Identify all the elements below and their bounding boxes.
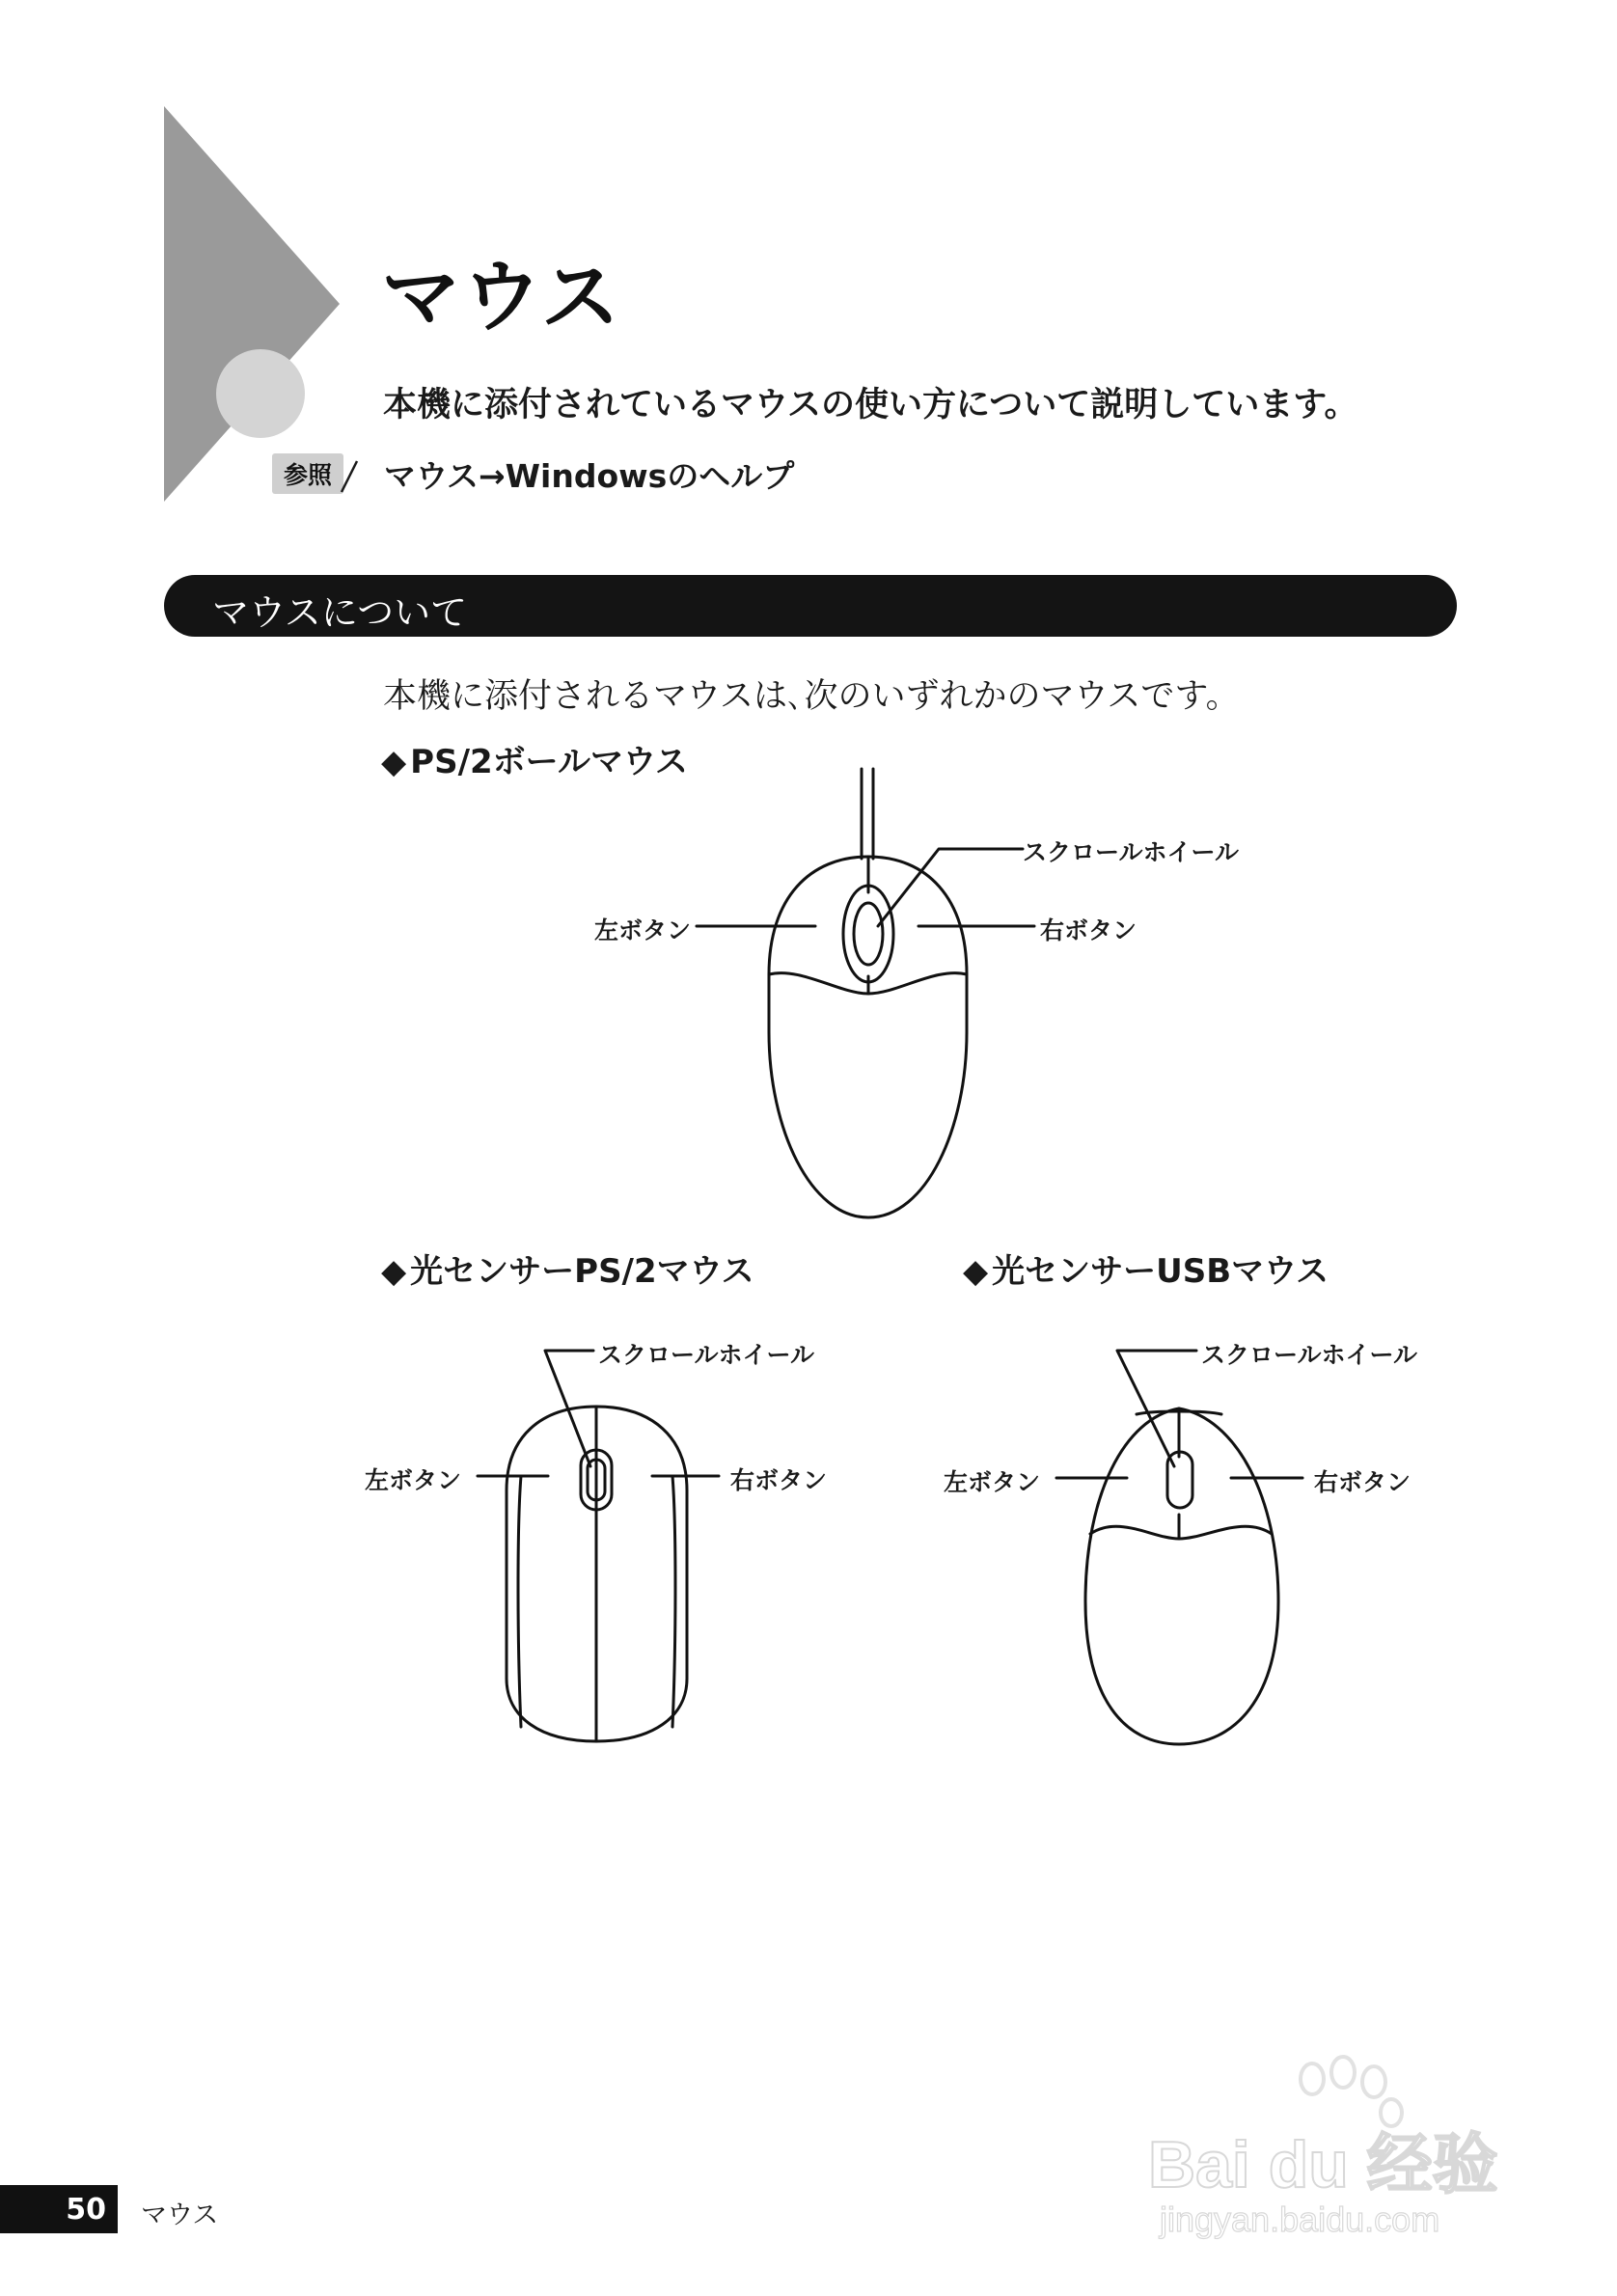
optical-usb-left-button-label: 左ボタン (944, 1468, 1041, 1496)
ps2-ball-wheel-label: スクロールホイール (1023, 838, 1240, 866)
ps2-ball-left-button-label: 左ボタン (594, 916, 692, 944)
optical-usb-mouse-drawing (1056, 1351, 1302, 1744)
section-title: マウスについて (212, 591, 468, 634)
watermark-brand: Bai du 经验 (1148, 2128, 1498, 2201)
mouse-heading-label: 光センサーPS/2マウス (410, 1252, 754, 1291)
diamond-bullet-icon: ◆ (381, 1252, 407, 1291)
section-intro-text: 本機に添付されるマウスは､次のいずれかのマウスです。 (383, 677, 1240, 716)
diamond-bullet-icon: ◆ (381, 743, 407, 781)
optical-usb-right-button-label: 右ボタン (1314, 1468, 1411, 1496)
ps2-ball-mouse-drawing (697, 769, 1034, 1217)
optical-ps2-left-button-label: 左ボタン (365, 1466, 462, 1494)
optical-ps2-mouse-drawing (478, 1351, 719, 1741)
page-number: 50 (0, 2185, 118, 2233)
mouse-heading-label: 光センサーUSBマウス (992, 1252, 1329, 1291)
optical-usb-wheel-label: スクロールホイール (1201, 1341, 1418, 1369)
reference-badge: 参照 (272, 453, 343, 494)
watermark-url: jingyan.baidu.com (1160, 2200, 1440, 2239)
optical-ps2-right-button-label: 右ボタン (730, 1466, 828, 1494)
footer-label: マウス (141, 2200, 219, 2230)
page-title: マウス (381, 252, 622, 343)
optical-ps2-wheel-label: スクロールホイール (598, 1341, 815, 1369)
page-subtitle: 本機に添付されているマウスの使い方について説明しています。 (383, 386, 1358, 424)
diamond-bullet-icon: ◆ (963, 1252, 989, 1291)
reference-link[interactable]: マウス→Windowsのヘルプ (384, 457, 795, 495)
mouse-heading-label: PS/2ボールマウス (410, 743, 688, 781)
baidu-watermark (1138, 2055, 1544, 2248)
ps2-ball-right-button-label: 右ボタン (1040, 916, 1137, 944)
